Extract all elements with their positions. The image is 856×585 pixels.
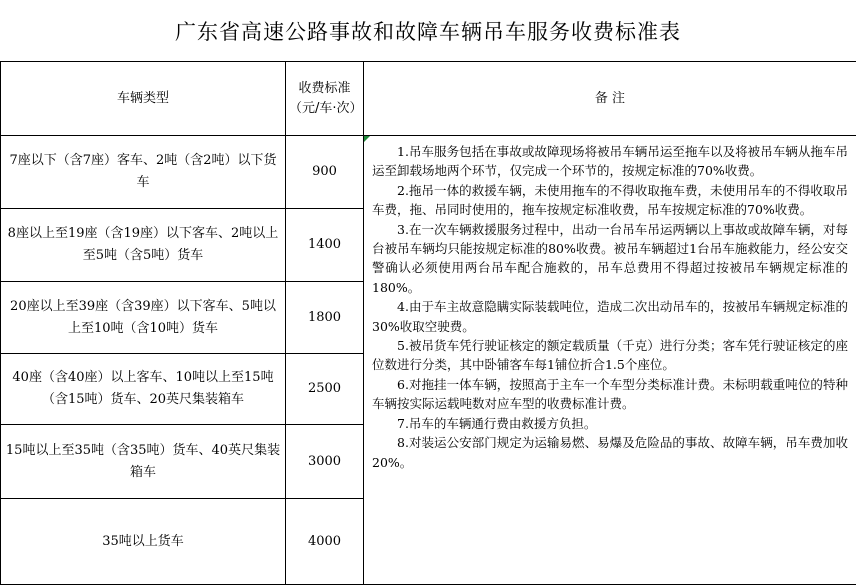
- note-item: 5.被吊货车凭行驶证核定的额定载质量（千克）进行分类；客车凭行驶证核定的座位数进行分类，其中卧铺客车每1铺位折合1.5个座位。: [372, 338, 848, 373]
- note-item: 1.吊车服务包括在事故或故障现场将被吊车辆吊运至拖车以及将被吊车辆从拖车吊运至卸载场地两个环节，仅完成一个环节的，按规定标准的70%收费。: [372, 144, 848, 179]
- note-item: 8.对装运公安部门规定为运输易燃、易爆及危险品的事故、故障车辆，吊车费加收20%。: [372, 435, 848, 470]
- note-item: 7.吊车的车辆通行费由救援方负担。: [397, 415, 597, 431]
- fee-table: [0, 61, 856, 585]
- table-row: [1, 136, 856, 209]
- page-title: 广东省高速公路事故和故障车辆吊车服务收费标准表: [0, 0, 856, 62]
- header-notes: 备 注: [364, 62, 856, 136]
- note-item: 4.由于车主故意隐瞒实际装载吨位，造成二次出动吊车的，按被吊车辆规定标准的30%收取空驶费。: [372, 299, 848, 334]
- cell-comment-marker: [364, 136, 370, 142]
- note-item: 3.在一次车辆救援服务过程中，出动一台吊车吊运两辆以上事故或故障车辆，对每台被吊车辆均只能按规定标准的80%收费。被吊车辆超过1台吊车施救能力，经公安交警确认必须使用两台吊车配合施救的，吊车总费用不得超过按被吊车辆规定标准的180%。: [372, 221, 848, 295]
- header-fee: 收费标准（元/车·次）: [286, 62, 364, 136]
- header-vehicle-type: 车辆类型: [1, 62, 286, 136]
- notes-cell: [364, 136, 856, 585]
- note-item: 2.拖吊一体的救援车辆，未使用拖车的不得收取拖车费，未使用吊车的不得收取吊车费，拖、吊同时使用的，拖车按规定标准收费，吊车按规定标准的70%收费。: [372, 182, 848, 218]
- vehicle-type-cell: 20座以上至39座（含39座）以下客车、5吨以上至10吨（含10吨）货车: [1, 282, 286, 354]
- vehicle-type-cell: 8座以上至19座（含19座）以下客车、2吨以上至5吨（含5吨）货车: [1, 209, 286, 282]
- fee-cell: 3000: [286, 425, 364, 499]
- header-row: [1, 62, 856, 136]
- fee-cell: 4000: [286, 499, 364, 585]
- fee-cell: 1800: [286, 282, 364, 354]
- fee-cell: 900: [286, 136, 364, 209]
- note-item: 6.对拖挂一体车辆，按照高于主车一个车型分类标准计费。未标明载重吨位的特种车辆按实际运载吨数对应车型的收费标准计费。: [372, 376, 848, 412]
- vehicle-type-cell: 35吨以上货车: [1, 499, 286, 585]
- fee-cell: 1400: [286, 209, 364, 282]
- vehicle-type-cell: 40座（含40座）以上客车、10吨以上至15吨（含15吨）货车、20英尺集装箱车: [1, 354, 286, 425]
- fee-cell: 2500: [286, 354, 364, 425]
- vehicle-type-cell: 7座以下（含7座）客车、2吨（含2吨）以下货车: [1, 136, 286, 209]
- vehicle-type-cell: 15吨以上至35吨（含35吨）货车、40英尺集装箱车: [1, 425, 286, 499]
